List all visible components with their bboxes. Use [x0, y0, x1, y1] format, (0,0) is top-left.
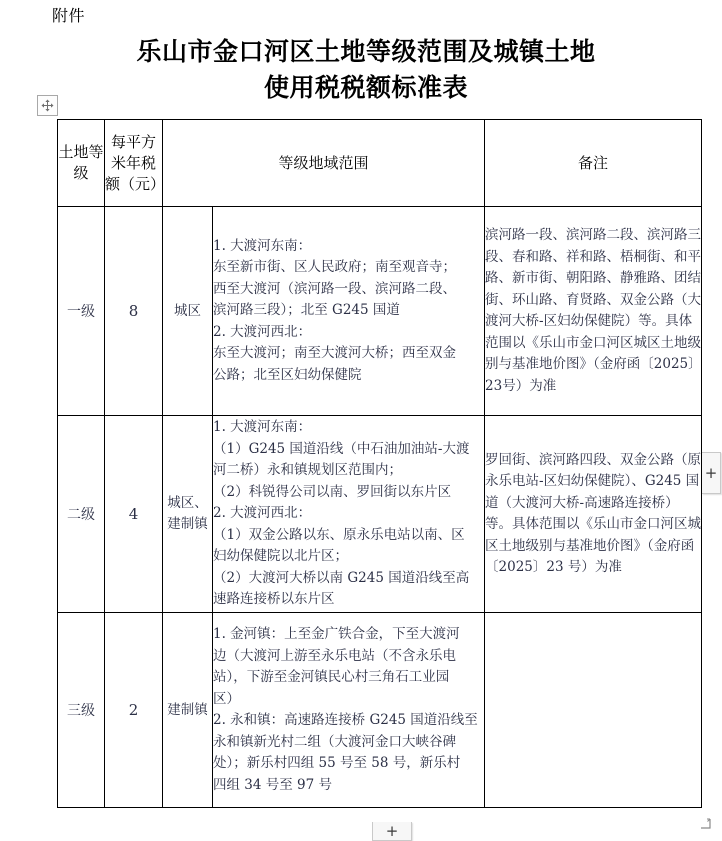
- header-tax-amount: 每平方米年税额（元）: [105, 120, 163, 207]
- page-title-line-1: 乐山市金口河区土地等级范围及城镇土地: [136, 37, 596, 66]
- land-tax-table: [57, 119, 702, 808]
- area-scope-line: 2. 永和镇：高速路连接桥 G245 国道沿线至: [213, 712, 478, 728]
- header-remarks: 备注: [485, 120, 702, 207]
- area-scope-line: 处）；新乐村四组 55 号至 58 号，新乐村: [213, 755, 461, 771]
- land-tax-table-container: [57, 119, 701, 808]
- cell-zone-type: 城区、建制镇: [163, 416, 213, 613]
- table-row: [58, 207, 702, 416]
- header-land-grade: 土地等级: [58, 120, 105, 207]
- cell-land-grade: 二级: [58, 416, 105, 613]
- area-scope-line: 1. 大渡河东南：: [213, 419, 312, 436]
- area-scope-line: （2）大渡河大桥以南 G245 国道沿线至高: [213, 569, 470, 586]
- cell-tax-amount: 8: [105, 207, 163, 416]
- add-row-button[interactable]: +: [372, 822, 412, 841]
- cell-remarks: [485, 613, 702, 808]
- area-scope-line: 东至大渡河；南至大渡河大桥；西至双金: [213, 345, 456, 362]
- area-scope-line: 区）: [213, 690, 240, 707]
- page-title: [56, 34, 676, 106]
- area-scope-line: 妇幼保健院以北片区；: [213, 548, 348, 565]
- table-resize-handle[interactable]: [700, 818, 711, 829]
- area-scope-line: 站），下游至金河镇民心村三角石工业园: [213, 669, 450, 685]
- table-row: [58, 416, 702, 613]
- add-column-button[interactable]: +: [702, 452, 721, 494]
- area-scope-line: （1）G245 国道沿线（中石油加油站-大渡: [213, 440, 470, 457]
- cell-zone-type: 建制镇: [163, 613, 213, 808]
- cell-zone-type: 城区: [163, 207, 213, 416]
- table-row: [58, 613, 702, 808]
- area-scope-line: 边（大渡河上游至永乐电站（不含永乐电: [213, 647, 456, 664]
- cell-area-scope: [213, 207, 485, 416]
- area-scope-line: 滨河路三段）；北至 G245 国道: [213, 302, 400, 319]
- area-scope-line: 1. 金河镇：上至金广铁合金，下至大渡河: [213, 626, 460, 642]
- area-scope-line: 速路连接桥以东片区: [213, 591, 335, 608]
- area-scope-line: 西至大渡河（滨河路一段、滨河路二段、: [213, 280, 456, 297]
- area-scope-line: 2. 大渡河西北：: [213, 323, 312, 340]
- move-arrows-icon: [41, 99, 54, 112]
- cell-tax-amount: 2: [105, 613, 163, 808]
- area-scope-line: 1. 大渡河东南：: [213, 237, 312, 254]
- resize-corner-icon: [700, 818, 711, 829]
- cell-tax-amount: 4: [105, 416, 163, 613]
- area-scope-line: （1）双金公路以东、原永乐电站以南、区: [213, 526, 465, 543]
- cell-area-scope: [213, 416, 485, 613]
- area-scope-line: 河二桥）永和镇规划区范围内；: [213, 462, 402, 479]
- attachment-label: 附件: [52, 6, 86, 25]
- area-scope-line: 2. 大渡河西北：: [213, 505, 312, 522]
- cell-area-scope: [213, 613, 485, 808]
- area-scope-line: 东至新市街、区人民政府；南至观音寺；: [213, 259, 456, 276]
- area-scope-line: 公路；北至区妇幼保健院: [213, 366, 362, 383]
- area-scope-line: （2）科锐得公司以南、罗回街以东片区: [213, 483, 452, 500]
- area-scope-line: 四组 34 号至 97 号: [213, 776, 333, 793]
- area-scope-line: 永和镇新光村二组（大渡河金口大峡谷碑: [213, 733, 456, 750]
- table-header-row: [58, 120, 702, 207]
- page-title-line-2: 使用税税额标准表: [263, 73, 468, 102]
- header-area-scope: 等级地域范围: [163, 120, 485, 207]
- cell-land-grade: 一级: [58, 207, 105, 416]
- cell-remarks: 罗回街、滨河路四段、双金公路（原永乐电站-区妇幼保健院）、G245 国道（大渡河大桥-高速路连接桥）等。具体范围以《乐山市金口河区城区土地级别与基准地价图》（金府函〔2025〕23 号）为准: [485, 416, 702, 613]
- cell-remarks: 滨河路一段、滨河路二段、滨河路三段、春和路、祥和路、梧桐街、和平路、新市街、朝阳路、静雅路、团结街、环山路、育贤路、双金公路（大渡河大桥-区妇幼保健院）等。具体范围以《乐山市金口河区城区土地级别与基准地价图》（金府函〔2025〕23号）为准: [485, 207, 702, 416]
- table-move-handle[interactable]: [37, 95, 58, 116]
- cell-land-grade: 三级: [58, 613, 105, 808]
